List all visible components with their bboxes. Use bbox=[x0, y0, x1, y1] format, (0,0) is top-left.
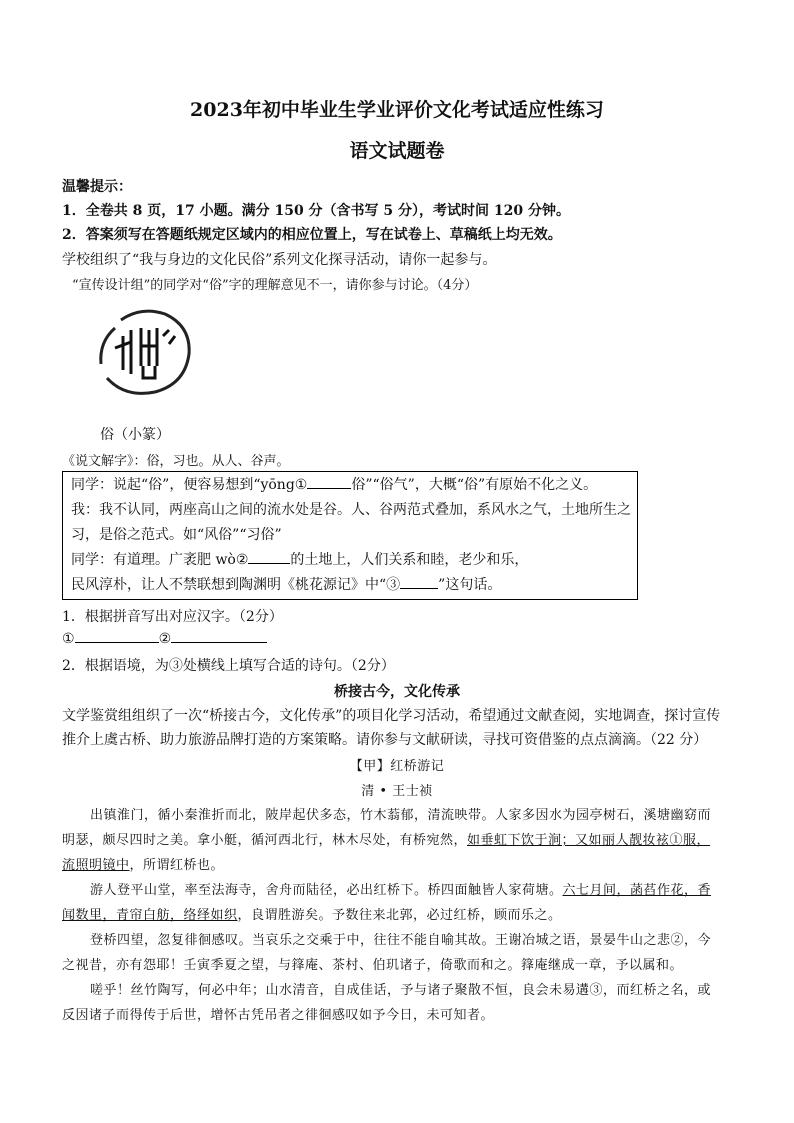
passage-p1-line3b: ，所谓红桥也。 bbox=[129, 858, 225, 873]
passage-p2-line2 bbox=[62, 904, 562, 923]
question-2: 2．根据语境，为③处横线上填写合适的诗句。（2分） bbox=[62, 658, 395, 674]
passage-p1-line2 bbox=[62, 829, 710, 848]
dialog-line-4b: 的土地上，人们关系和睦，老少和乐， bbox=[290, 552, 529, 568]
question-1: 1．根据拼音写出对应汉字。（2分） bbox=[62, 609, 283, 625]
underlined-sentence-1b: 流照明镜中 bbox=[62, 858, 130, 873]
seal-caption: 俗（小篆） bbox=[100, 427, 170, 443]
tips-item-1: 1．全卷共 8 页，17 小题。满分 150 分（含书写 5 分），考试时间 120 分钟。 bbox=[62, 203, 571, 219]
dialog-line-1a: 同学：说起“俗”，便容易想到“yōng① bbox=[71, 477, 308, 493]
answer-blank-1[interactable] bbox=[75, 642, 159, 643]
tips-item-2: 2．答案须写在答题纸规定区域内的相应位置上，写在试卷上、草稿纸上均无效。 bbox=[62, 227, 562, 243]
passage-p2-line1a: 游人登平山堂，率至法海寺，舍舟而陆径，必出红桥下。桥四面触皆人家荷塘。 bbox=[90, 883, 563, 898]
passage-p1-line3 bbox=[62, 854, 224, 873]
underlined-sentence-1a: 如垂虹下饮于涧；又如丽人靓妆袨①服， bbox=[467, 833, 711, 848]
passage-author: 清 • 王士祯 bbox=[361, 784, 433, 799]
dialog-line-4 bbox=[71, 549, 528, 569]
section-title: 桥接古今，文化传承 bbox=[334, 684, 460, 700]
tips-heading: 温馨提示： bbox=[62, 179, 132, 195]
question-1-answers bbox=[62, 631, 267, 647]
exam-subtitle: 语文试题卷 bbox=[349, 140, 445, 162]
exam-title: 2023年初中毕业生学业评价文化考试适应性练习 bbox=[190, 99, 604, 121]
section-intro-1: 文学鉴赏组组织了一次“桥接古今，文化传承”的项目化学习活动，希望通过文献查阅，实地调查，探讨宣传 bbox=[62, 708, 721, 724]
dialog-line-5a: 民风淳朴，让人不禁联想到陶渊明《桃花源记》中“③ bbox=[71, 577, 401, 593]
dialog-line-1 bbox=[71, 474, 597, 494]
underlined-sentence-2a: 六七月间，菡萏作花，香 bbox=[562, 883, 712, 898]
dialog-line-5b: ”这句话。 bbox=[438, 577, 502, 593]
intro-line-1: 学校组织了“我与身边的文化民俗”系列文化探寻活动，请你一起参与。 bbox=[62, 252, 497, 268]
dialog-box bbox=[62, 471, 638, 600]
seal-script-image bbox=[85, 308, 197, 396]
dialog-line-2: 我：我不认同，两座高山之间的流水处是谷。人、谷两范式叠加，系风水之气，土地所生之 bbox=[71, 502, 631, 518]
passage-p2-line1 bbox=[90, 879, 711, 898]
passage-p1-line1: 出镇淮门，循小秦淮折而北，陂岸起伏多态，竹木蓊郁，清流映带。人家多因水为园亭树石，溪塘幽窈而 bbox=[90, 808, 712, 823]
dialog-line-4a: 同学：有道理。广袤肥 wò② bbox=[71, 552, 249, 568]
answer-blank-2[interactable] bbox=[171, 642, 267, 643]
passage-p2-line2b: ，良谓胜游矣。予数往来北郭，必过红桥，顾而乐之。 bbox=[237, 908, 562, 923]
passage-p3-line1: 登桥四望，忽复徘徊感叹。当哀乐之交乘于中，往往不能自喻其故。王谢冶城之语，景晏牛山之悲②，今 bbox=[90, 933, 712, 948]
dialog-line-5 bbox=[71, 574, 501, 594]
section-intro-2: 推介上虞古桥、助力旅游品牌打造的方案策略。请你参与文献研读，寻找可资借鉴的点点滴滴。（22 分） bbox=[62, 732, 708, 748]
dialog-line-1b: 俗”“俗气”，大概“俗”有原始不化之义。 bbox=[351, 477, 598, 493]
passage-p4-line2: 反因诸子而得传于后世，增怀古凭吊者之徘徊感叹如予今日，未可知者。 bbox=[62, 1008, 495, 1023]
answer-label-2: ② bbox=[158, 631, 172, 647]
passage-label: 【甲】红桥游记 bbox=[349, 759, 445, 774]
intro-line-2: “宣传设计组”的同学对“俗”字的理解意见不一，请你参与讨论。（4分） bbox=[72, 278, 478, 293]
underlined-sentence-2b: 闻数里，青帘白舫，络绎如织 bbox=[62, 908, 238, 923]
dialog-line-3: 习，是俗之范式。如“风俗”“习俗” bbox=[71, 527, 282, 543]
passage-p1-line2a: 明瑟，颇尽四时之美。拿小艇，循河西北行，林木尽处，有桥宛然， bbox=[62, 833, 468, 848]
blank-1[interactable] bbox=[307, 488, 351, 489]
passage-p3-line2: 之视昔，亦有怨耶！壬寅季夏之望，与箨庵、茶村、伯玑诸子，倚歌而和之。箨庵继成一章，予以属和。 bbox=[62, 958, 684, 973]
shuowen-quote: 《说文解字》：俗，习也。从人、谷声。 bbox=[62, 454, 290, 469]
answer-label-1: ① bbox=[62, 631, 75, 647]
blank-2[interactable] bbox=[248, 563, 290, 564]
blank-3[interactable] bbox=[400, 588, 438, 589]
passage-p4-line1: 嗟乎！丝竹陶写，何必中年；山水清音，自成佳话，予与诸子聚散不恒，良会未易遘③，而红桥之名，或 bbox=[90, 983, 712, 998]
